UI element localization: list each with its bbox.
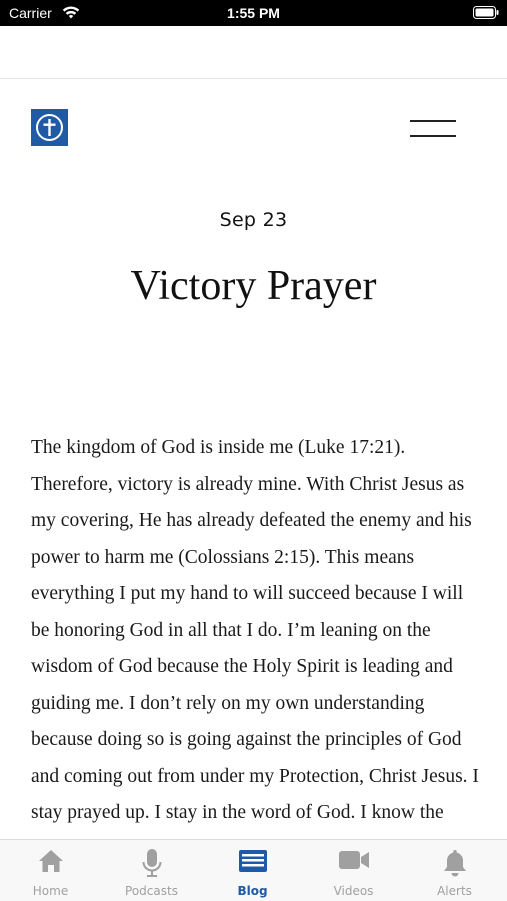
home-icon (37, 848, 65, 874)
menu-button[interactable] (410, 118, 456, 140)
tab-home[interactable] (0, 840, 101, 901)
site-logo[interactable] (31, 109, 68, 146)
status-time: 1:55 PM (227, 5, 280, 21)
tab-blog[interactable] (202, 840, 303, 901)
bell-icon (442, 848, 468, 878)
video-camera-icon (338, 848, 370, 872)
tab-bar (0, 839, 507, 901)
battery-icon (473, 6, 499, 19)
tab-label: Home (32, 884, 69, 898)
post-body: The kingdom of God is inside me (Luke 17:21). Therefore, victory is already mine. With Christ Jesus as my covering, He has already defeated the enemy and his power to harm me (Colossians 2:15). This means everything I put my hand to will succeed because I will be honoring God in all that I do. I’m leaning on the wisdom of God because the Holy Spirit is leading and guiding me. I don’t rely on my own understanding because doing so is going against the principles of God and coming out from under my Protection, Christ Jesus. I stay prayed up. I stay in the word of God. I know the (31, 437, 479, 823)
post-title: Victory Prayer (130, 263, 377, 309)
menu-line-icon (410, 135, 456, 137)
tab-label: Podcasts (125, 884, 178, 898)
status-bar (0, 0, 507, 26)
cross-logo-icon (31, 109, 68, 146)
navigation-bar (0, 26, 507, 79)
tab-videos[interactable] (303, 840, 404, 901)
microphone-icon (141, 848, 163, 878)
blog-icon (238, 848, 268, 874)
carrier-label: Carrier (9, 5, 52, 21)
tab-podcasts[interactable] (101, 840, 202, 901)
tab-label: Alerts (437, 884, 472, 898)
menu-line-icon (410, 120, 456, 122)
tab-alerts[interactable] (404, 840, 505, 901)
tab-label: Videos (333, 884, 374, 898)
tab-label: Blog (237, 884, 268, 898)
post-date: Sep 23 (219, 209, 288, 231)
